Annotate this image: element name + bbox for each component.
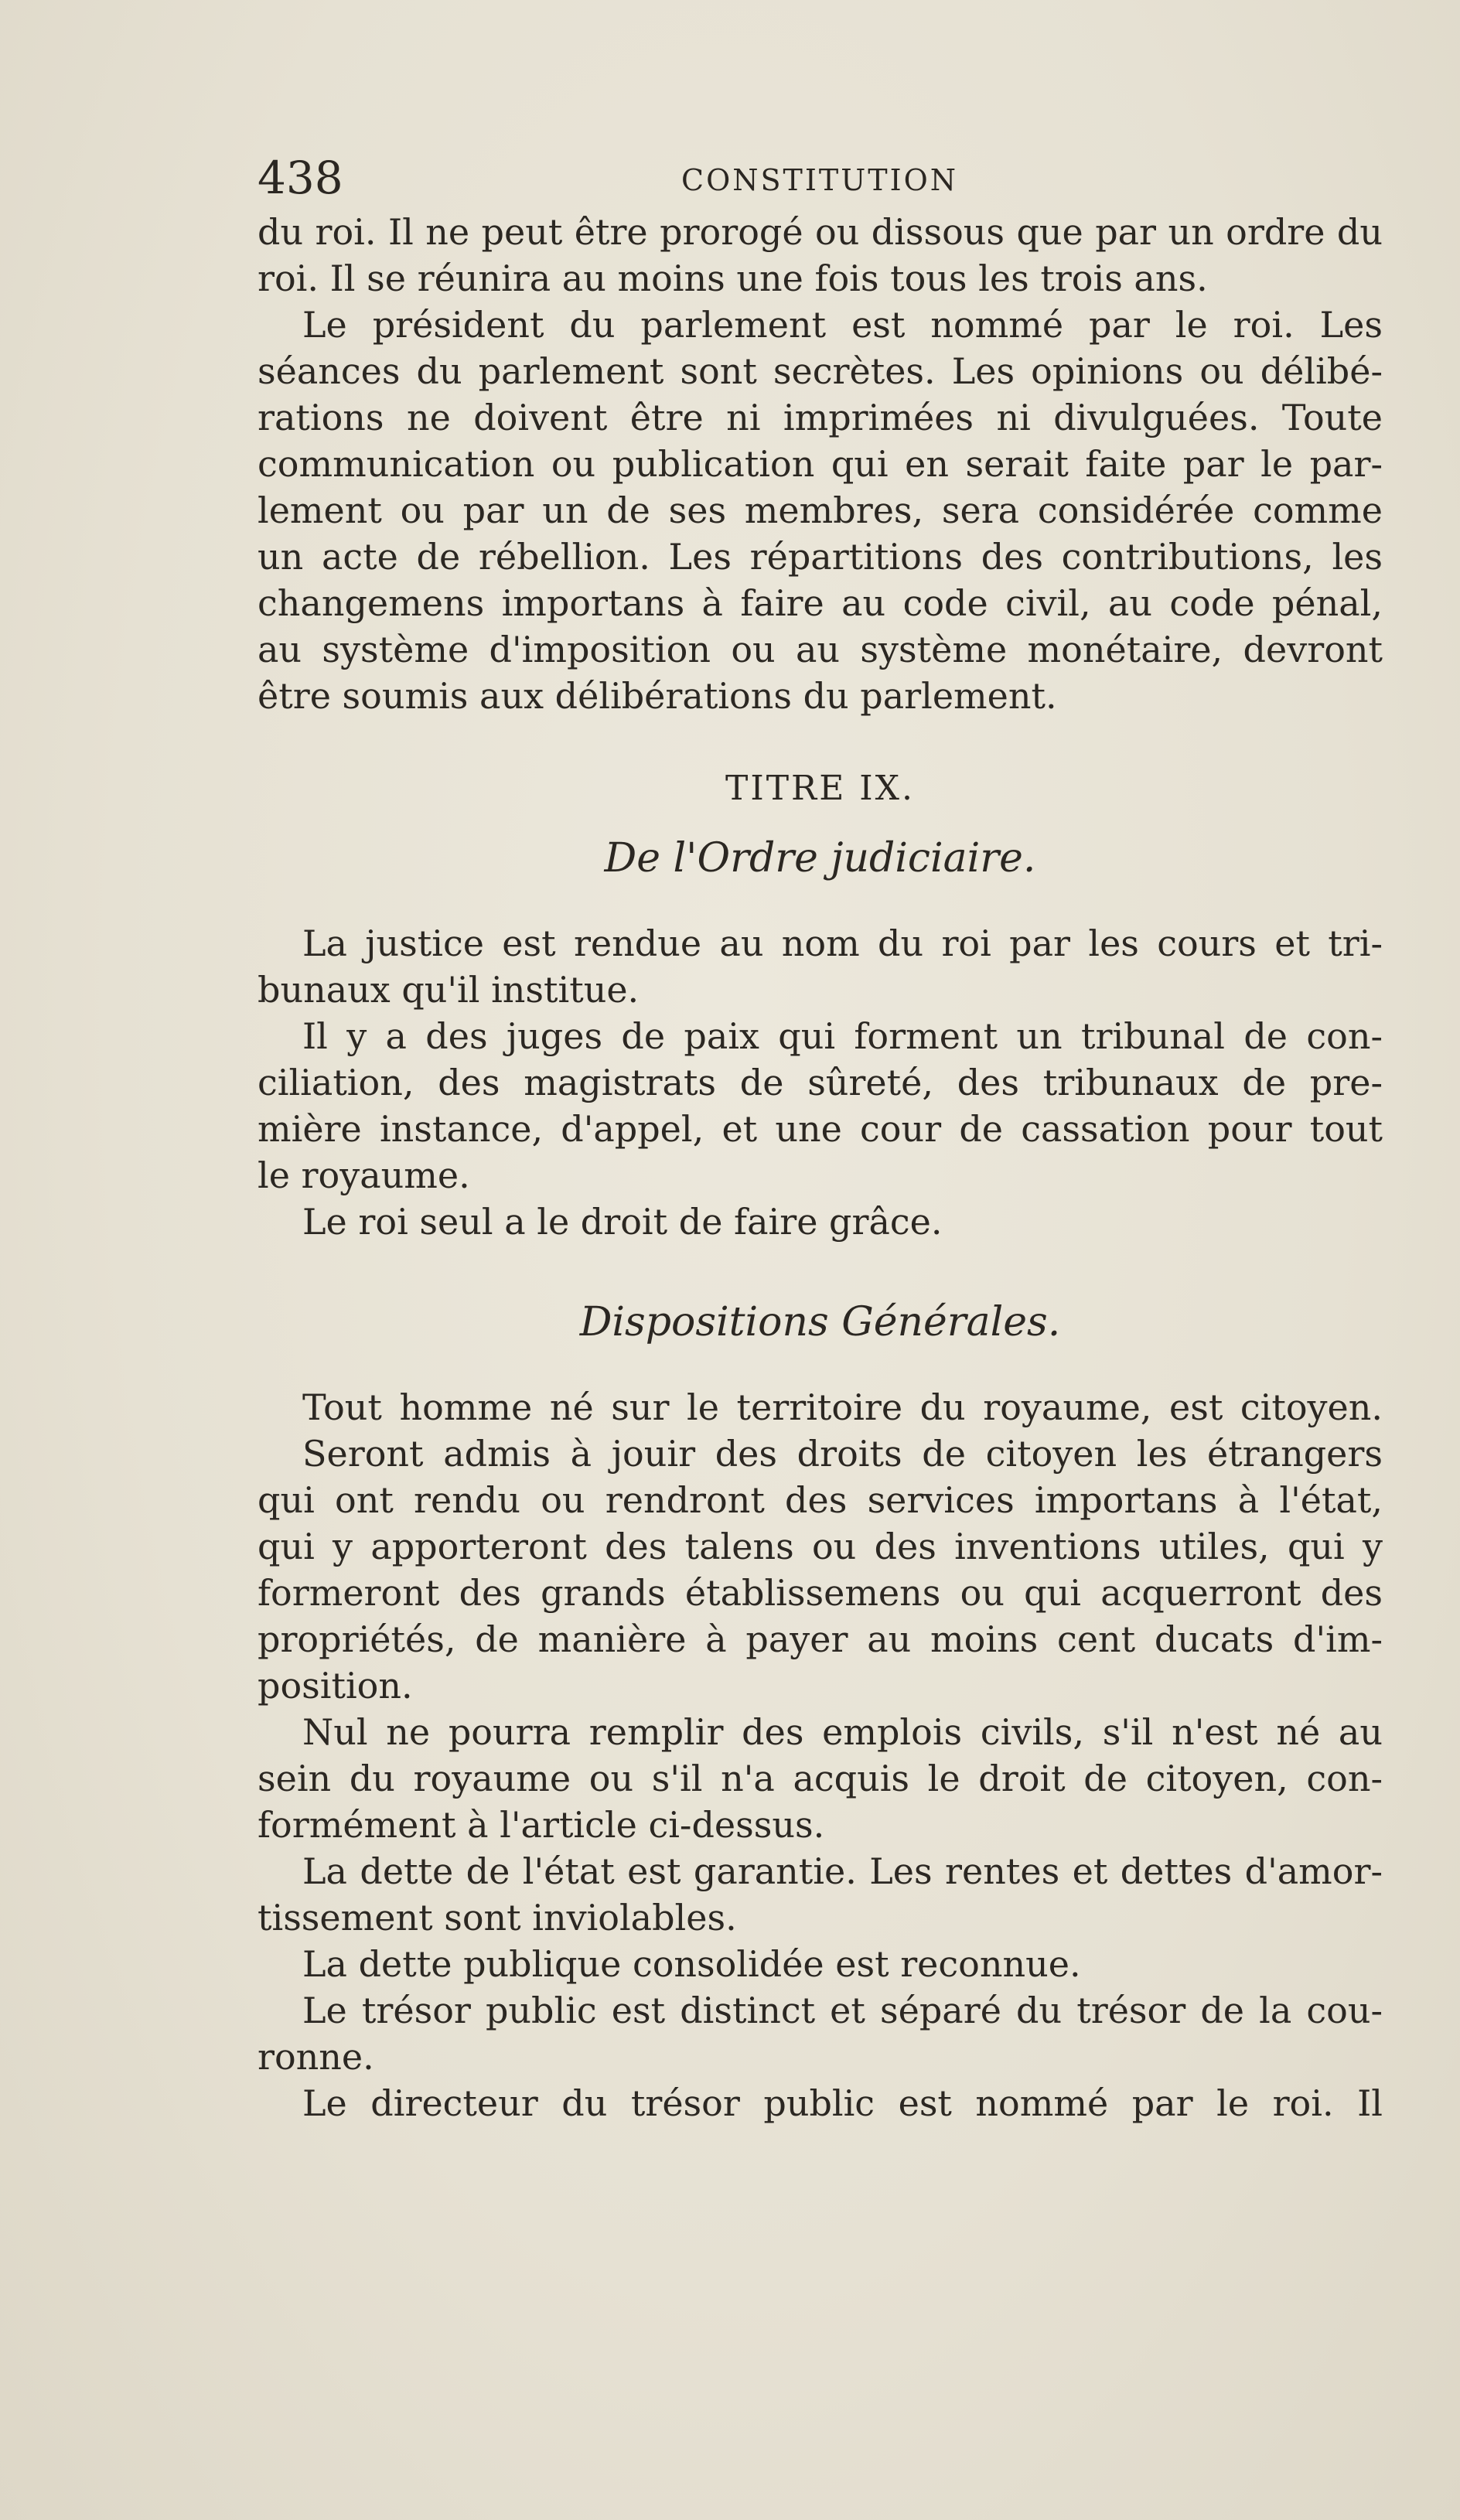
text-line: sein du royaume ou s'il n'a acquis le droit de citoyen, con- — [258, 1758, 1383, 1799]
text-line: qui ont rendu ou rendront des services importans à l'état, — [258, 1479, 1383, 1521]
text-line: le royaume. — [258, 1154, 470, 1196]
text-line: ciliation, des magistrats de sûreté, des tribunaux de pre- — [258, 1062, 1383, 1103]
text-line: Tout homme né sur le territoire du royaume, est citoyen. — [302, 1386, 1383, 1428]
text-line: qui y apporteront des talens ou des inventions utiles, qui y — [258, 1526, 1383, 1567]
text-line: changemens importans à faire au code civil, au code pénal, — [258, 582, 1383, 624]
text-line: bunaux qu'il institue. — [258, 969, 640, 1011]
text-line: ronne. — [258, 2036, 374, 2078]
text-line: propriétés, de manière à payer au moins cent ducats d'im- — [258, 1618, 1383, 1660]
text-line: La dette de l'état est garantie. Les rentes et dettes d'amor- — [302, 1850, 1383, 1892]
text-line: formeront des grands établissemens ou qui acquerront des — [258, 1572, 1383, 1614]
page-body — [258, 209, 1383, 2126]
text-line: mière instance, d'appel, et une cour de cassation pour tout — [258, 1108, 1383, 1150]
running-head: CONSTITUTION — [681, 163, 958, 197]
section-heading: Dispositions Générales. — [579, 1299, 1061, 1345]
text-line: Le président du parlement est nommé par le roi. Les — [302, 304, 1383, 346]
section-title: TITRE IX. — [725, 769, 915, 808]
text-line: communication ou publication qui en serait faite par le par- — [258, 443, 1383, 485]
page-number: 438 — [258, 152, 343, 204]
text-line: Il y a des juges de paix qui forment un tribunal de con- — [302, 1015, 1383, 1057]
text-line: La justice est rendue au nom du roi par les cours et tri- — [302, 922, 1383, 964]
text-line: séances du parlement sont secrètes. Les opinions ou délibé- — [258, 350, 1383, 392]
text-line: lement ou par un de ses membres, sera considérée comme — [258, 489, 1383, 531]
text-line: tissement sont inviolables. — [258, 1897, 737, 1939]
text-line: au système d'imposition ou au système monétaire, devront — [258, 629, 1383, 670]
section-subtitle: De l'Ordre judiciaire. — [604, 835, 1036, 881]
text-line: un acte de rébellion. Les répartitions des contributions, les — [258, 536, 1383, 578]
text-line: rations ne doivent être ni imprimées ni divulguées. Toute — [258, 397, 1383, 438]
text-line: être soumis aux délibérations du parlement. — [258, 675, 1057, 717]
text-line: Nul ne pourra remplir des emplois civils, s'il n'est né au — [302, 1711, 1383, 1753]
text-line: position. — [258, 1665, 413, 1707]
text-line: Le trésor public est distinct et séparé du trésor de la cou- — [302, 1990, 1383, 2031]
text-line: La dette publique consolidée est reconnue. — [302, 1943, 1081, 1985]
text-line: Seront admis à jouir des droits de citoyen les étrangers — [302, 1433, 1383, 1475]
text-line: du roi. Il ne peut être prorogé ou dissous que par un ordre du — [258, 211, 1383, 253]
text-line: formément à l'article ci-dessus. — [258, 1804, 825, 1846]
text-line: Le roi seul a le droit de faire grâce. — [302, 1201, 943, 1243]
text-line: Le directeur du trésor public est nommé par le roi. Il — [302, 2082, 1383, 2124]
text-line: roi. Il se réunira au moins une fois tous les trois ans. — [258, 257, 1208, 299]
page-header — [258, 151, 1371, 205]
